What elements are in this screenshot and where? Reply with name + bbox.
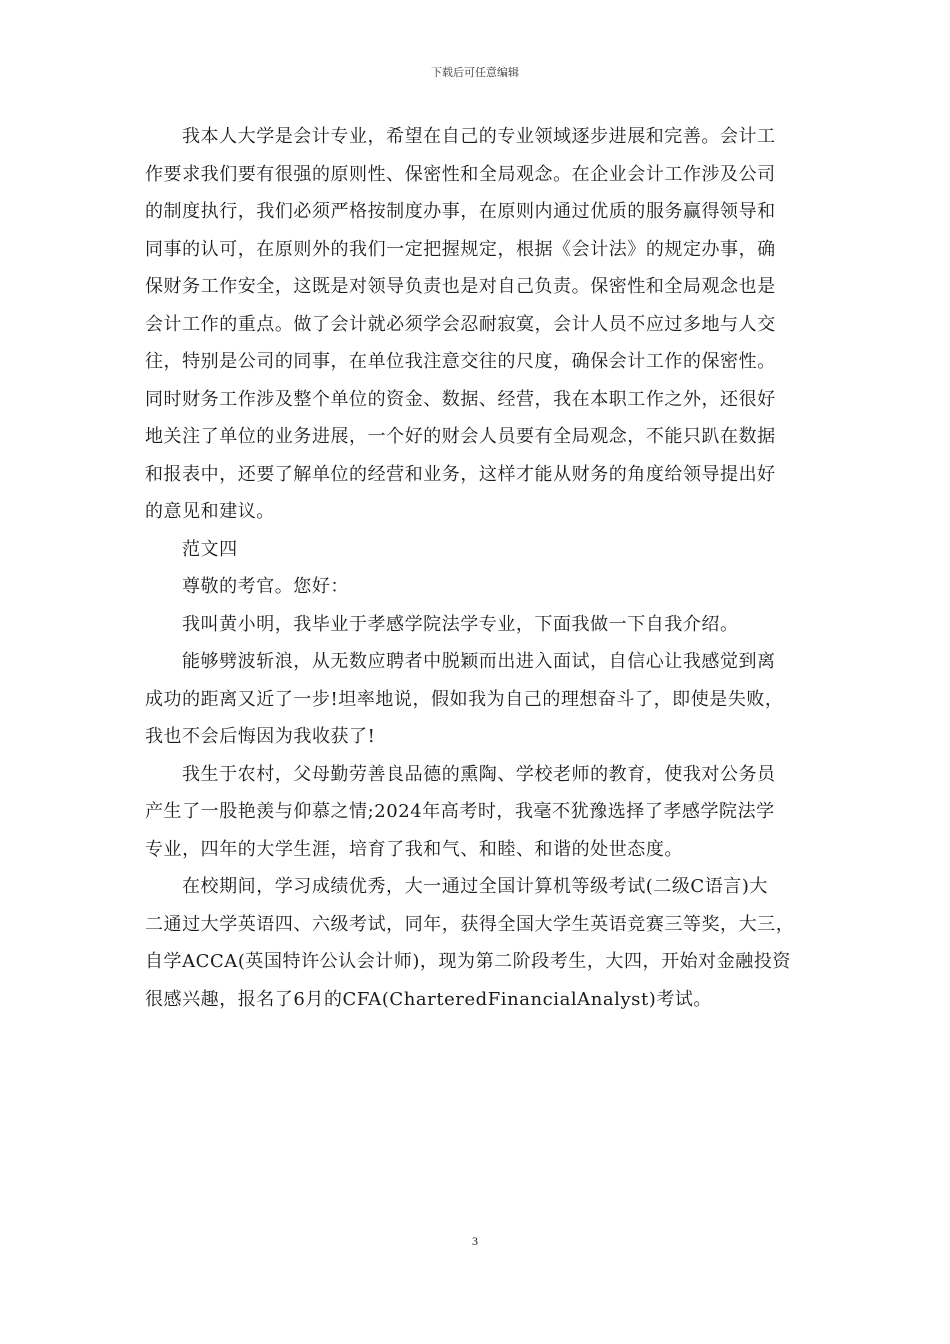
text-line: 的意见和建议。 — [145, 501, 275, 522]
text-line: 二通过大学英语四、六级考试，同年，获得全国大学生英语竞赛三等奖，大三， — [145, 913, 795, 935]
text-line: 和报表中，还要了解单位的经营和业务，这样才能从财务的角度给领导提出好 — [145, 463, 776, 485]
salutation: 尊敬的考官。您好： — [182, 576, 349, 597]
text-line: 作要求我们要有很强的原则性、保密性和全局观念。在企业会计工作涉及公司 — [145, 163, 776, 185]
text-line: 我生于农村，父母勤劳善良品德的熏陶、学校老师的教育，使我对公务员 — [182, 763, 776, 785]
text-line: 同事的认可，在原则外的我们一定把握规定，根据《会计法》的规定办事，确 — [145, 238, 776, 260]
text-line: 往，特别是公司的同事，在单位我注意交往的尺度，确保会计工作的保密性。 — [145, 351, 776, 372]
text-line: 保财务工作安全，这既是对领导负责也是对自己负责。保密性和全局观念也是 — [145, 276, 776, 297]
text-line: 产生了一股艳羡与仰慕之情;2024年高考时，我毫不犹豫选择了孝感学院法学 — [145, 801, 775, 822]
text-line: 我也不会后悔因为我收获了! — [145, 726, 376, 747]
text-line: 同时财务工作涉及整个单位的资金、数据、经营，我在本职工作之外，还很好 — [145, 388, 776, 410]
text-line: 我叫黄小明，我毕业于孝感学院法学专业，下面我做一下自我介绍。 — [182, 613, 739, 635]
text-line: 会计工作的重点。做了会计就必须学会忍耐寂寞，会计人员不应过多地与人交 — [145, 313, 776, 335]
text-line: 在校期间，学习成绩优秀，大一通过全国计算机等级考试(二级C语言)大 — [182, 876, 768, 897]
text-line: 的制度执行，我们必须严格按制度办事，在原则内通过优质的服务赢得领导和 — [145, 201, 776, 222]
page-header-note: 下载后可任意编辑 — [431, 66, 519, 79]
text-line: 地关注了单位的业务进展，一个好的财会人员要有全局观念，不能只趴在数据 — [145, 426, 776, 447]
page-number: 3 — [472, 1234, 478, 1248]
text-line: 成功的距离又近了一步!坦率地说，假如我为自己的理想奋斗了，即使是失败， — [145, 688, 784, 710]
text-line: 很感兴趣，报名了6月的CFA(CharteredFinancialAnalyst)考试。 — [145, 988, 712, 1010]
text-line: 专业，四年的大学生涯，培育了我和气、和睦、和谐的处世态度。 — [145, 838, 683, 860]
section-heading: 范文四 — [182, 538, 238, 560]
text-line: 自学ACCA(英国特许公认会计师)，现为第二阶段考生，大四，开始对金融投资 — [145, 951, 791, 972]
text-line: 我本人大学是会计专业，希望在自己的专业领域逐步进展和完善。会计工 — [182, 126, 776, 147]
text-line: 能够劈波斩浪，从无数应聘者中脱颖而出进入面试，自信心让我感觉到离 — [182, 651, 776, 672]
document-body — [145, 118, 810, 1018]
